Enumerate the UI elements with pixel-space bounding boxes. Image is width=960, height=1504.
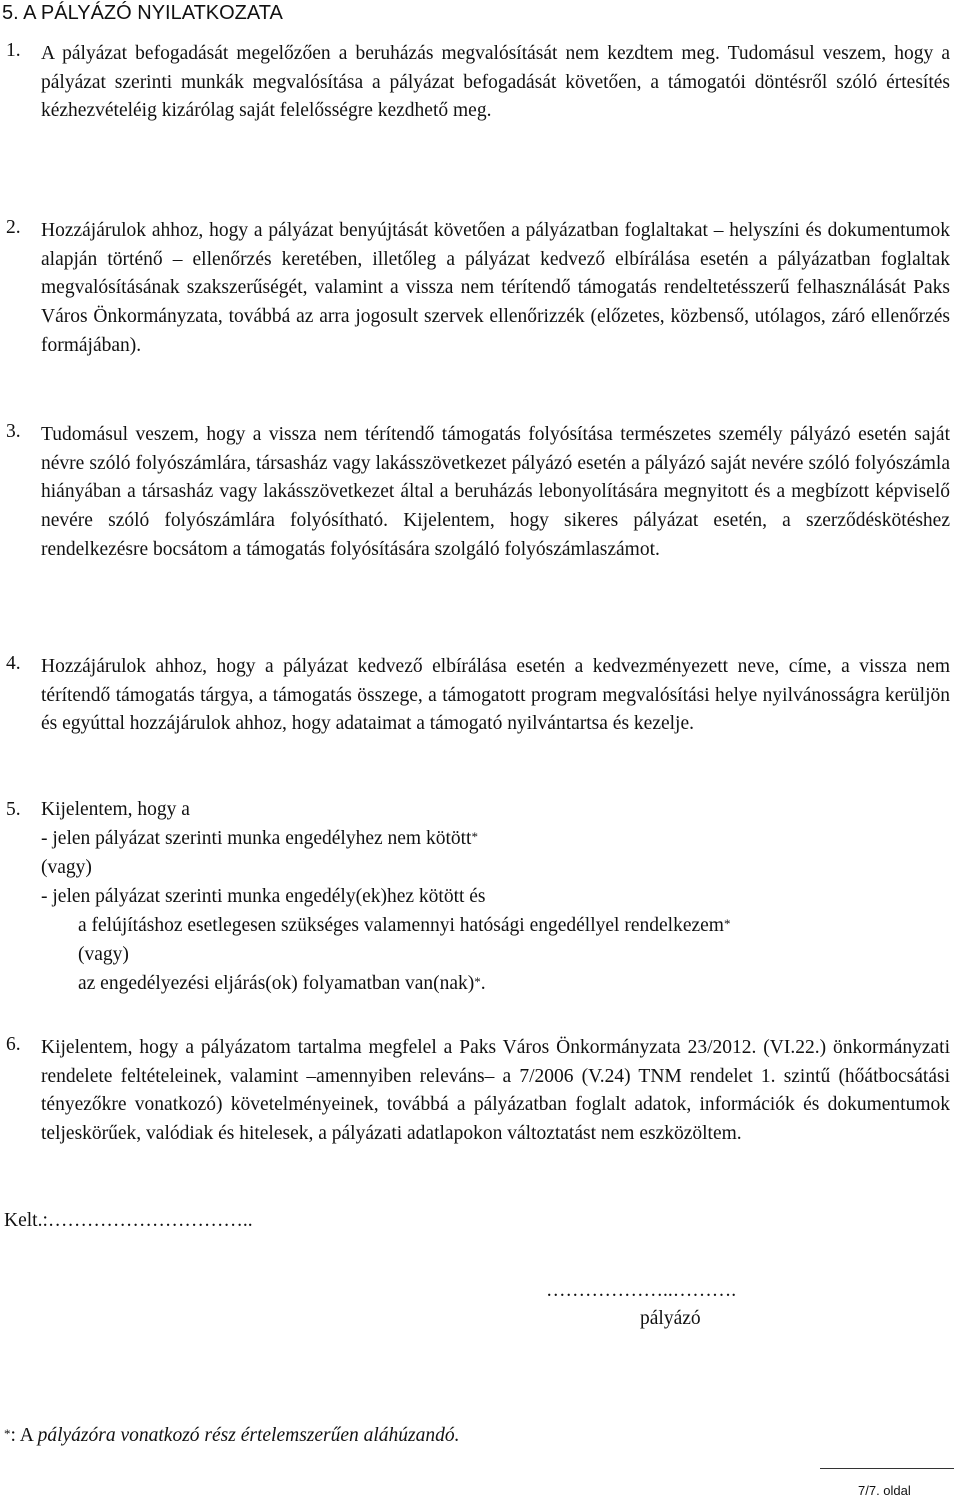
statement-number: 4.	[6, 653, 21, 674]
statement-text: Kijelentem, hogy a pályázatom tartalma megfelel a Paks Város Önkormányzata 23/2012. (VI.22.) önkormányzati rendelete feltételeinek, valamint –amennyiben releváns– a 7/2006 (V.24) TNM rendelet 1. szintű (hőátbocsátási tényezőkre vonatkozó) követelményeinek, továbbá a pályázatban foglalt adatok, információk és dokumentumok teljeskörűek, valódiak és hitelesek, a pályázati adatlapokon változtatást nem eszközöltem.	[41, 1037, 950, 1145]
statement-number-5: 5.	[6, 799, 21, 820]
statement-5-suboption-1: a felújításhoz esetlegesen szükséges valamennyi hatósági engedéllyel rendelkezem*	[78, 915, 731, 936]
statement-6	[6, 1034, 950, 1149]
statement-text: Hozzájárulok ahhoz, hogy a pályázat kedvező elbírálása esetén a kedvezményezett neve, címe, a vissza nem térítendő támogatás tárgya, a támogatás összege, a támogatott program megvalósítási helye nyilvánosságra kerüljön és egyúttal hozzájárulok ahhoz, hogy adataimat a támogató nyilvántartsa és kezelje.	[41, 656, 950, 735]
statement-4	[6, 653, 950, 739]
place-date-field: Kelt.:…………………………..	[4, 1210, 253, 1231]
statement-5-option-2: - jelen pályázat szerinti munka engedély(ek)hez kötött és	[41, 886, 486, 907]
statement-text: A pályázat befogadását megelőzően a beruházás megvalósítását nem kezdtem meg. Tudomásul veszem, hogy a pályázat szerinti munkák megvalósítása a pályázat befogadását követően, a támogatói döntésről szóló értesítés kézhezvételéig kizárólag saját felelősségre kezdhető meg.	[41, 43, 950, 122]
statement-number: 2.	[6, 217, 21, 238]
statement-number: 3.	[6, 421, 21, 442]
asterisk-mark: *	[474, 974, 481, 989]
statement-3	[6, 421, 950, 565]
page-number: 7/7. oldal	[858, 1483, 911, 1498]
statement-5-or-2: (vagy)	[78, 944, 129, 965]
signature-label: pályázó	[640, 1308, 701, 1329]
statement-number: 6.	[6, 1034, 21, 1055]
asterisk-mark: *	[723, 916, 731, 931]
statement-1	[6, 40, 950, 126]
asterisk-mark: *	[4, 1426, 11, 1441]
statement-text: Tudomásul veszem, hogy a vissza nem térítendő támogatás folyósítása természetes személy pályázó esetén saját névre szóló folyószámlára, társasház vagy lakásszövetkezet pályázó esetén a pályázó saját nevére szóló folyószámla hiányában a társasház vagy lakásszövetkezet által a beruházás lebonyolítására megnyitott és a megbízott képviselő nevére szóló folyószámlára folyósítható. Kijelentem, hogy sikeres pályázat esetén, a szerződéskötéshez rendelkezésre bocsátom a támogatás folyósítására szolgáló folyószámlaszámot.	[41, 424, 950, 560]
statement-number: 1.	[6, 40, 21, 61]
statement-5-suboption-2: az engedélyezési eljárás(ok) folyamatban van(nak)*.	[78, 973, 486, 994]
section-heading: 5. A PÁLYÁZÓ NYILATKOZATA	[2, 2, 283, 24]
statement-5-or-1: (vagy)	[41, 857, 92, 878]
statement-5-intro: Kijelentem, hogy a	[41, 799, 190, 820]
statement-text: Hozzájárulok ahhoz, hogy a pályázat benyújtását követően a pályázatban foglaltakat – helyszíni és dokumentumok alapján történő – ellenőrzés keretében, illetőleg a pályázat kedvező elbírálása esetén a pályázatban foglaltak megvalósításának szakszerűségét, valamint a vissza nem térítendő támogatás rendeltetésszerű felhasználását Paks Város Önkormányzata, továbbá az arra jogosult szervek ellenőrizzék (előzetes, közbenső, utólagos, záró ellenőrzés formájában).	[41, 220, 950, 356]
asterisk-mark: *	[471, 829, 478, 844]
statement-2	[6, 217, 950, 361]
footnote: *: A pályázóra vonatkozó rész értelemszerűen aláhúzandó.	[4, 1425, 460, 1446]
statement-5-option-1: - jelen pályázat szerinti munka engedélyhez nem kötött*	[41, 828, 478, 849]
footer-rule	[820, 1468, 954, 1469]
signature-line: ………………..……….	[546, 1280, 737, 1301]
